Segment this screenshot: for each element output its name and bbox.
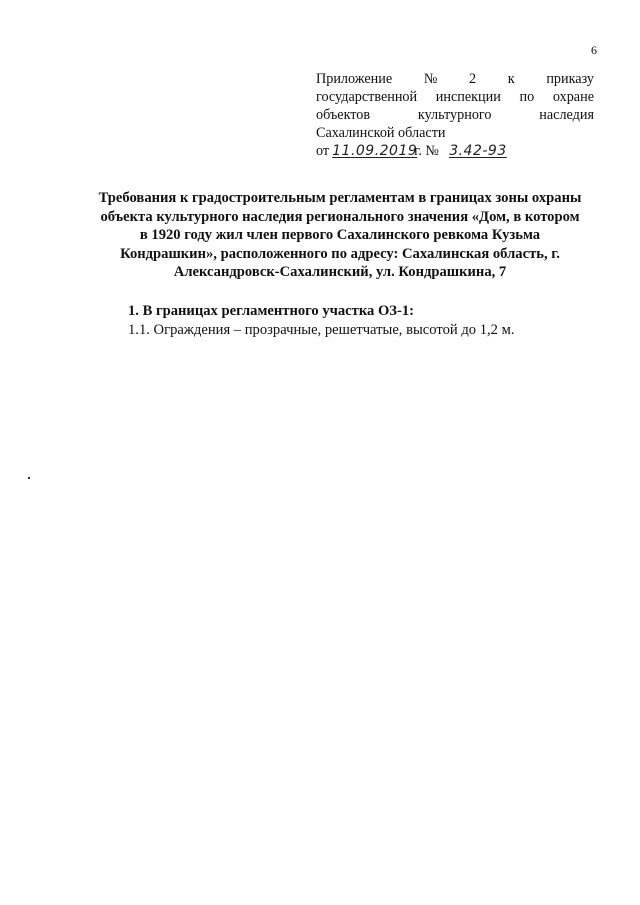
handwritten-date: 11.09.2019 bbox=[332, 143, 418, 159]
page-number: 6 bbox=[591, 43, 597, 57]
appendix-word: Приложение bbox=[316, 71, 393, 87]
appendix-word: по bbox=[519, 89, 535, 105]
year-suffix: г. № bbox=[414, 143, 439, 159]
document-title bbox=[86, 189, 594, 282]
appendix-word: объектов bbox=[316, 107, 371, 123]
appendix-word: № bbox=[423, 71, 438, 87]
appendix-line-2 bbox=[316, 88, 594, 106]
appendix-word: к bbox=[507, 71, 515, 87]
appendix-word: наследия bbox=[539, 107, 594, 123]
appendix-line-4: Сахалинской области bbox=[316, 125, 446, 141]
title-line: в 1920 году жил член первого Сахалинского ревкома Кузьма bbox=[139, 227, 541, 243]
appendix-line-1 bbox=[316, 70, 594, 88]
appendix-word: культурного bbox=[417, 107, 492, 123]
appendix-word: охране bbox=[552, 89, 594, 105]
title-line: Александровск-Сахалинский, ул. Кондрашкина, 7 bbox=[173, 264, 507, 280]
appendix-header bbox=[316, 70, 594, 160]
scan-mark bbox=[28, 477, 30, 479]
date-prefix: от bbox=[316, 143, 330, 159]
section-item: 1.1. Ограждения – прозрачные, решетчатые, высотой до 1,2 м. bbox=[128, 322, 515, 338]
appendix-word: приказу bbox=[546, 71, 594, 87]
appendix-word: 2 bbox=[469, 71, 477, 87]
section-heading: 1. В границах регламентного участка ОЗ-1: bbox=[128, 303, 415, 319]
title-line: Требования к градостроительным регламентам в границах зоны охраны bbox=[98, 190, 582, 206]
title-line: Кондрашкин», расположенного по адресу: Сахалинская область, г. bbox=[120, 245, 560, 262]
appendix-date-line bbox=[316, 142, 594, 160]
appendix-word: инспекции bbox=[435, 89, 501, 105]
appendix-word: государственной bbox=[316, 89, 418, 105]
title-line: объекта культурного наследия регионального значения «Дом, в котором bbox=[100, 208, 580, 225]
handwritten-order-number: 3.42-93 bbox=[449, 143, 507, 159]
appendix-line-3 bbox=[316, 106, 594, 124]
